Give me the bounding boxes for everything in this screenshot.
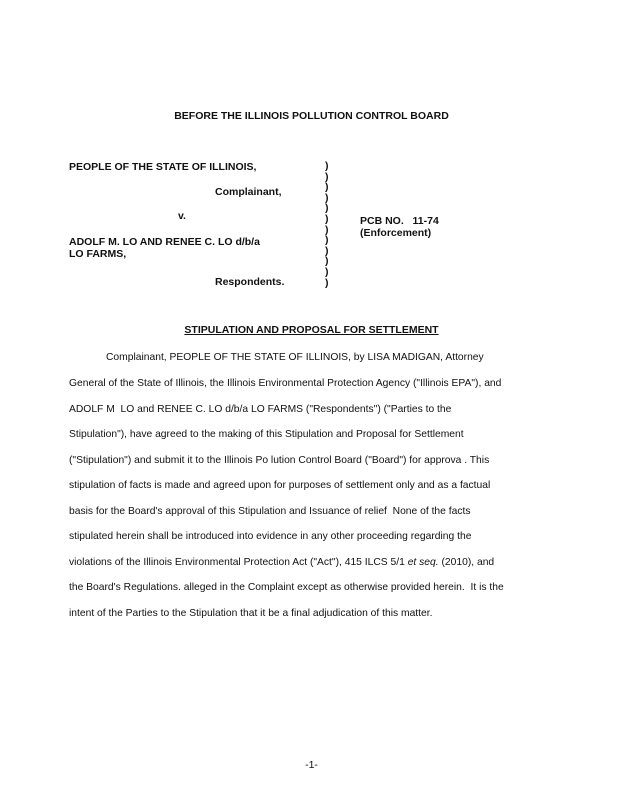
caption-paren: ): [325, 170, 329, 183]
caption-paren: ): [325, 223, 329, 236]
body-line: the Board's Regulations. alleged in the Complaint except as otherwise provided herein. It is the: [69, 582, 504, 593]
case-number: PCB NO. 11-74: [360, 215, 439, 227]
body-line-segment: violations of the Illinois Environmental Protection Act ("Act"), 415 ILCS 5/1: [69, 557, 408, 568]
body-line: Complainant, PEOPLE OF THE STATE OF ILLINOIS, by LISA MADIGAN, Attorney: [106, 352, 484, 363]
body-line-italic: et seq.: [407, 557, 439, 568]
body-line: stipulation of facts is made and agreed upon for purposes of settlement only and as a factual: [69, 480, 491, 491]
body-line: intent of the Parties to the Stipulation that it be a final adjudication of this matter.: [69, 608, 433, 619]
versus-label: v.: [178, 210, 186, 222]
body-line: [69, 557, 494, 569]
body-line: Stipulation"), have agreed to the making of this Stipulation and Proposal for Settlement: [69, 429, 464, 440]
caption-parenthesis-column: [325, 161, 329, 288]
respondent-line-1: ADOLF M. LO AND RENEE C. LO d/b/a: [69, 236, 260, 248]
court-heading: BEFORE THE ILLINOIS POLLUTION CONTROL BOARD: [174, 110, 449, 122]
caption-paren: ): [325, 244, 329, 257]
caption-paren: ): [325, 265, 329, 278]
body-line: basis for the Board's approval of this Stipulation and Issuance of relief None of the facts: [69, 506, 471, 517]
document-title: STIPULATION AND PROPOSAL FOR SETTLEMENT: [184, 324, 439, 336]
caption-paren: ): [325, 191, 329, 204]
body-line-segment: (2010), and: [438, 557, 495, 568]
caption-paren: ): [325, 212, 329, 225]
complainant-role: Complainant,: [215, 186, 282, 198]
caption-paren: ): [325, 202, 329, 215]
complainant-party: PEOPLE OF THE STATE OF ILLINOIS,: [69, 161, 257, 173]
caption-paren: ): [325, 276, 329, 289]
page-number: -1-: [305, 759, 318, 771]
caption-paren: ): [325, 234, 329, 247]
caption-paren: ): [325, 255, 329, 268]
body-line: stipulated herein shall be introduced into evidence in any other proceeding regarding the: [69, 531, 472, 542]
body-line: General of the State of Illinois, the Illinois Environmental Protection Agency ("Illinois EPA"), and: [69, 378, 502, 389]
body-line: ADOLF M LO and RENEE C. LO d/b/a LO FARMS ("Respondents") ("Parties to the: [69, 404, 452, 415]
respondent-line-2: LO FARMS,: [69, 248, 127, 260]
body-line: ("Stipulation") and submit it to the Illinois Po lution Control Board ("Board") for approva . This: [69, 455, 490, 466]
case-type: (Enforcement): [360, 227, 432, 239]
caption-paren: ): [325, 181, 329, 194]
respondent-role: Respondents.: [215, 276, 285, 288]
caption-paren: ): [325, 160, 329, 172]
